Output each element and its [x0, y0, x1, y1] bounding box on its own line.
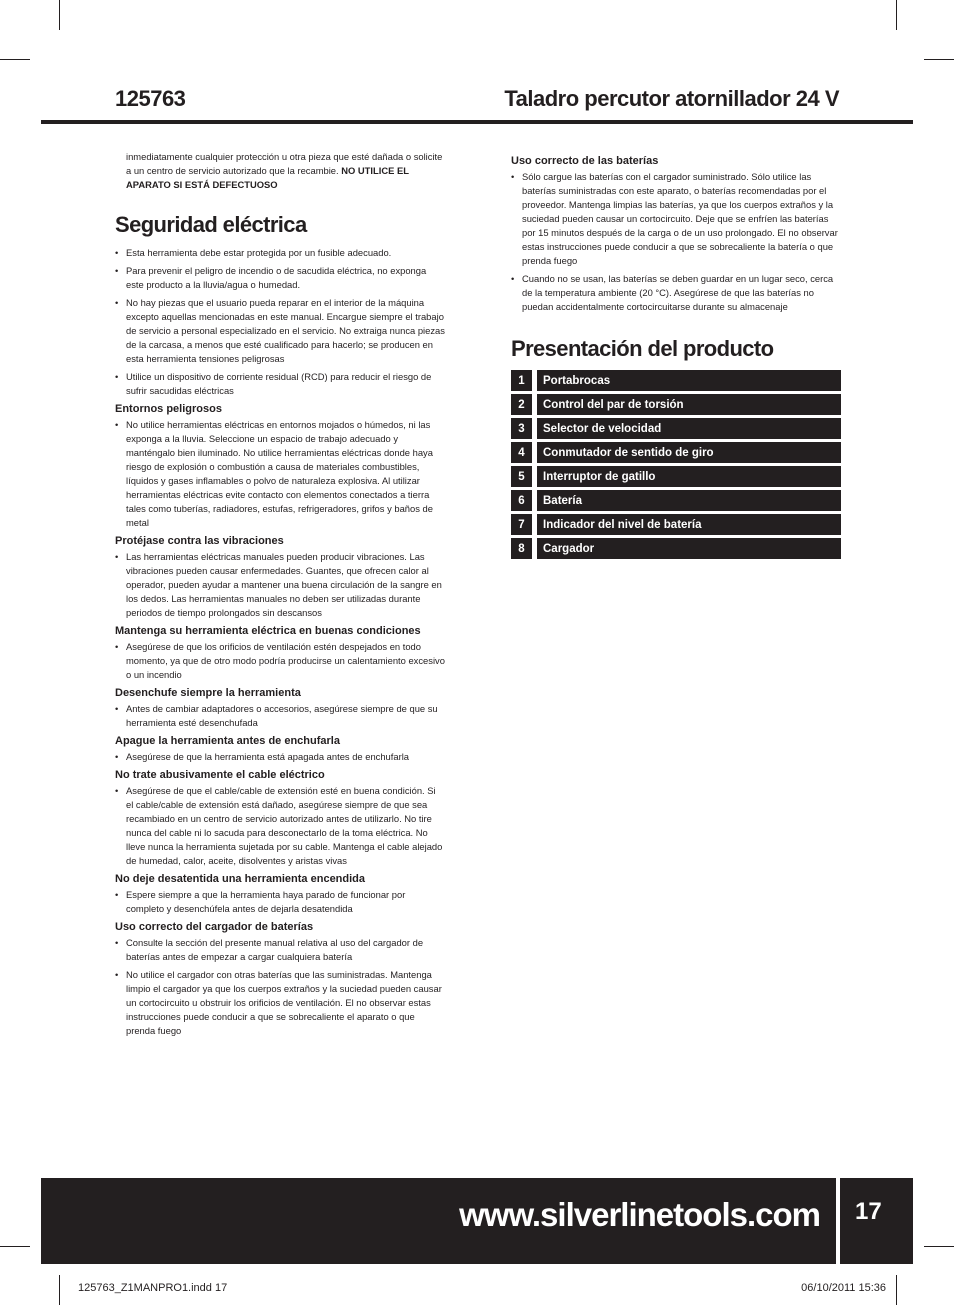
list-item: • Antes de cambiar adaptadores o accesorios, asegúrese siempre de que su herramienta esté desenchufada [115, 702, 445, 730]
subheading: Desenchufe siempre la herramienta [115, 687, 301, 699]
intro-paragraph [126, 150, 445, 192]
footer-bar [41, 1178, 836, 1264]
crop-mark [59, 1275, 60, 1305]
list-item: • Utilice un dispositivo de corriente residual (RCD) para reducir el riesgo de sufrir sacudidas eléctricas [115, 370, 445, 398]
header-divider [41, 120, 913, 124]
part-label: Indicador del nivel de batería [537, 514, 841, 535]
part-number: 6 [511, 490, 532, 511]
list-item: • Asegúrese de que los orificios de ventilación estén despejados en todo momento, ya que de otro modo podría producirse un calentamiento excesivo o un incendio [115, 640, 445, 682]
part-number: 1 [511, 370, 532, 391]
part-label: Selector de velocidad [537, 418, 841, 439]
table-row [511, 442, 841, 463]
subheading: Uso correcto del cargador de baterías [115, 921, 314, 933]
crop-mark [896, 0, 897, 30]
part-label: Cargador [537, 538, 841, 559]
left-column [115, 150, 445, 1042]
list-item: • Las herramientas eléctricas manuales pueden producir vibraciones. Las vibraciones pueden causar enfermedades. Guantes, que ofrecen calor al operador, pueden ayudar a mantener una buena circulación de la sangre en los dedos. Las herramientas manuales no deben ser utilizadas durante periodos de tiempo prolongados sin descansos [115, 550, 445, 620]
part-number: 7 [511, 514, 532, 535]
list-item: • Para prevenir el peligro de incendio o de sacudida eléctrica, no exponga este producto a la lluvia/agua o humedad. [115, 264, 445, 292]
subheading: Apague la herramienta antes de enchufarla [115, 735, 340, 747]
subheading: No trate abusivamente el cable eléctrico [115, 769, 325, 781]
table-row [511, 490, 841, 511]
subheading: No deje desatentida una herramienta encendida [115, 873, 366, 885]
part-label: Portabrocas [537, 370, 841, 391]
subheading: Uso correcto de las baterías [511, 155, 659, 167]
electrical-bullets [115, 246, 445, 398]
part-number: 4 [511, 442, 532, 463]
file-slug: 125763_Z1MANPRO1.indd 17 [78, 1282, 228, 1294]
subheading: Entornos peligrosos [115, 403, 222, 415]
crop-mark [924, 1246, 954, 1247]
page-number: 17 [855, 1198, 882, 1225]
intro-warning: NO UTILICE EL APARATO SI ESTÁ DEFECTUOSO [126, 165, 409, 190]
part-label: Interruptor de gatillo [537, 466, 841, 487]
table-row [511, 538, 841, 559]
table-row [511, 466, 841, 487]
subheading: Mantenga su herramienta eléctrica en buenas condiciones [115, 625, 421, 637]
list-item: • Espere siempre a que la herramienta haya parado de funcionar por completo y desenchúfela antes de dejarla desatendida [115, 888, 445, 916]
section-heading-electrical: Seguridad eléctrica [115, 212, 307, 237]
list-item: • Asegúrese de que el cable/cable de extensión esté en buena condición. Si el cable/cable de extensión está dañado, asegúrese siempre de que sea recambiado en un centro de servicio autorizado antes de utilizarlo. No tire nunca del cable ni lo sacuda para desconectarlo de la toma eléctrica. No lleve nunca la herramienta sujetada por su cable. Mantenga el cable alejado de humedad, calor, aceite, disolventes y aristas vivas [115, 784, 445, 868]
subheading: Protéjase contra las vibraciones [115, 535, 284, 547]
list-item: • Cuando no se usan, las baterías se deben guardar en un lugar seco, cerca de la temperatura ambiente (20 °C). Asegúrese de que las baterías no puedan accidentalmente cortocircuitarse durante su almacenaje [511, 272, 841, 314]
list-item: • No utilice el cargador con otras baterías que las suministradas. Mantenga limpio el cargador ya que los cuerpos extraños y la suciedad pueden causar un cortocircuito u obstruir los orificios de ventilación. El no observar estas instrucciones puede conducir a que se sobrecaliente el aparato o que prenda fuego [115, 968, 445, 1038]
table-row [511, 370, 841, 391]
table-row [511, 418, 841, 439]
list-item: • Consulte la sección del presente manual relativa al uso del cargador de baterías antes de empezar a cargar cualquiera batería [115, 936, 445, 964]
section-heading-product: Presentación del producto [511, 336, 774, 361]
crop-mark [896, 1275, 897, 1305]
table-row [511, 394, 841, 415]
parts-table [511, 370, 841, 559]
list-item: • No hay piezas que el usuario pueda reparar en el interior de la máquina excepto aquellas mencionadas en este manual. Encargue siempre el trabajo de servicio a personal especializado en el servicio. No extraiga nunca piezas de la carcasa, a menos que esté cualificado para hacerlo; se producen en esta herramienta tensiones peligrosas [115, 296, 445, 366]
list-item: • Asegúrese de que la herramienta está apagada antes de enchufarla [115, 750, 445, 764]
right-column [511, 152, 841, 562]
crop-mark [0, 59, 30, 60]
intro-text: inmediatamente cualquier protección u otra pieza que esté dañada o solicite a un centro de servicio autorizado que la recambie. [126, 151, 443, 176]
page-number-box [840, 1178, 913, 1264]
part-label: Control del par de torsión [537, 394, 841, 415]
table-row [511, 514, 841, 535]
page-title: Taladro percutor atornillador 24 V [504, 86, 839, 111]
list-item: • Esta herramienta debe estar protegida por un fusible adecuado. [115, 246, 445, 260]
part-number: 5 [511, 466, 532, 487]
part-number: 3 [511, 418, 532, 439]
date-slug: 06/10/2011 15:36 [801, 1282, 886, 1294]
crop-mark [59, 0, 60, 30]
part-number: 2 [511, 394, 532, 415]
part-label: Batería [537, 490, 841, 511]
list-item: • No utilice herramientas eléctricas en entornos mojados o húmedos, ni las exponga a la lluvia. Seleccione un espacio de trabajo adecuado y manténgalo bien iluminado. No utilice herramientas eléctricas donde haya riesgo de explosión o combustión a causa de materiales combustibles, líquidos y gases inflamables o polvo de naturaleza explosiva. Al utilizar herramientas eléctricas evite contacto con elementos conectados a tierra tales como tuberías, radiadores, estufas, refrigeradores, grifos y baños de metal [115, 418, 445, 530]
part-number: 8 [511, 538, 532, 559]
website-link[interactable]: www.silverlinetools.com [459, 1196, 820, 1233]
part-label: Conmutador de sentido de giro [537, 442, 841, 463]
product-code: 125763 [115, 86, 186, 111]
crop-mark [0, 1246, 30, 1247]
list-item: • Sólo cargue las baterías con el cargador suministrado. Sólo utilice las baterías suministradas con este aparato, o baterías recomendadas por el proveedor. Mantenga limpias las baterías, ya que los cuerpos extraños y la suciedad pueden causar un cortocircuito. Deje que se enfríen las baterías por 15 minutos después de la carga o de un uso prolongado. El no observar estas instrucciones puede conducir a que se sobrecaliente la batería o que prenda fuego [511, 170, 841, 268]
crop-mark [924, 59, 954, 60]
